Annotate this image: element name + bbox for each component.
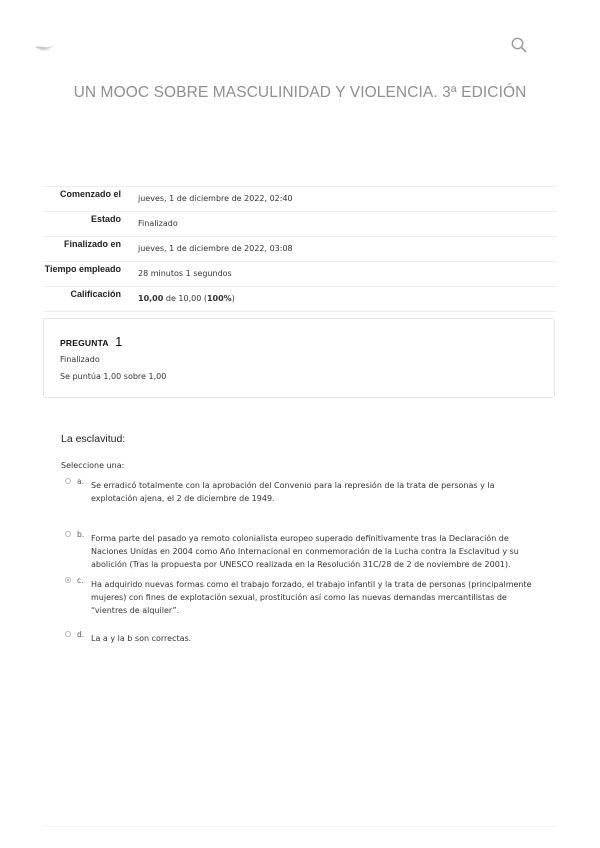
course-title: UN MOOC SOBRE MASCULINIDAD Y VIOLENCIA. 3ª EDICIÓN <box>73 84 527 101</box>
question-label: PREGUNTA <box>60 338 109 348</box>
divider <box>44 826 557 827</box>
grade-score: 10,00 <box>138 294 164 303</box>
summary-value <box>121 287 557 312</box>
option-letter: a. <box>77 477 84 486</box>
summary-value: 28 minutos 1 segundos <box>138 269 232 278</box>
answer-prompt: Seleccione una: <box>61 461 125 470</box>
option-text: Ha adquirido nuevas formas como el trabajo forzado, el trabajo infantil y la trata de personas (principalmente mujeres) con fines de explotación sexual, prostitución así como las nuevas demandas mercantilistas de “vientres de alquiler”. <box>91 580 532 615</box>
option-text: La a y la b son correctas. <box>91 634 192 643</box>
summary-value: jueves, 1 de diciembre de 2022, 02:40 <box>138 194 293 203</box>
summary-row-finished <box>44 237 557 262</box>
summary-row-time <box>44 262 557 287</box>
option-letter: b. <box>77 530 85 539</box>
site-logo-icon[interactable] <box>34 38 56 52</box>
grade-of: de 10,00 ( <box>165 294 207 303</box>
question-info-box <box>43 318 555 398</box>
option-text: Se erradicó totalmente con la aprobación del Convenio para la represión de la trata de personas y la explotación ajena, el 2 de diciembre de 1949. <box>91 481 495 503</box>
question-state: Finalizado <box>60 355 100 364</box>
attempt-summary-table <box>44 186 557 312</box>
grade-percent: 100% <box>206 294 232 303</box>
question-text: La esclavitud: <box>61 433 126 445</box>
summary-value: Finalizado <box>138 219 178 228</box>
summary-label: Comenzado el <box>59 189 121 199</box>
question-num: 1 <box>115 334 123 349</box>
question-number <box>60 333 122 351</box>
radio-button[interactable] <box>65 631 71 637</box>
question-grade: Se puntúa 1,00 sobre 1,00 <box>60 372 167 381</box>
summary-value: jueves, 1 de diciembre de 2022, 03:08 <box>138 244 293 253</box>
summary-label: Estado <box>90 214 121 224</box>
radio-button[interactable] <box>65 531 71 537</box>
summary-label: Calificación <box>70 289 121 299</box>
summary-row-state <box>44 212 557 237</box>
option-text: Forma parte del pasado ya remoto colonialista europeo superado definitivamente tras la Declaración de Naciones Unidas en 2004 como Año Internacional en conmemoración de la Lucha contra la Esclavitud y su abolición (Tras la propuesta por UNESCO realizada en la Resolución 31C/28 de 2 de noviembre de 2001). <box>91 534 519 569</box>
summary-label: Tiempo empleado <box>44 264 121 274</box>
radio-button[interactable] <box>65 478 71 484</box>
summary-row-started <box>44 187 557 212</box>
option-letter: c. <box>77 576 84 585</box>
option-letter: d. <box>77 630 85 639</box>
radio-button-selected[interactable] <box>65 577 71 583</box>
summary-label: Finalizado en <box>63 239 121 249</box>
search-icon[interactable] <box>510 36 528 54</box>
summary-row-grade <box>44 287 557 312</box>
grade-close: ) <box>231 294 235 303</box>
